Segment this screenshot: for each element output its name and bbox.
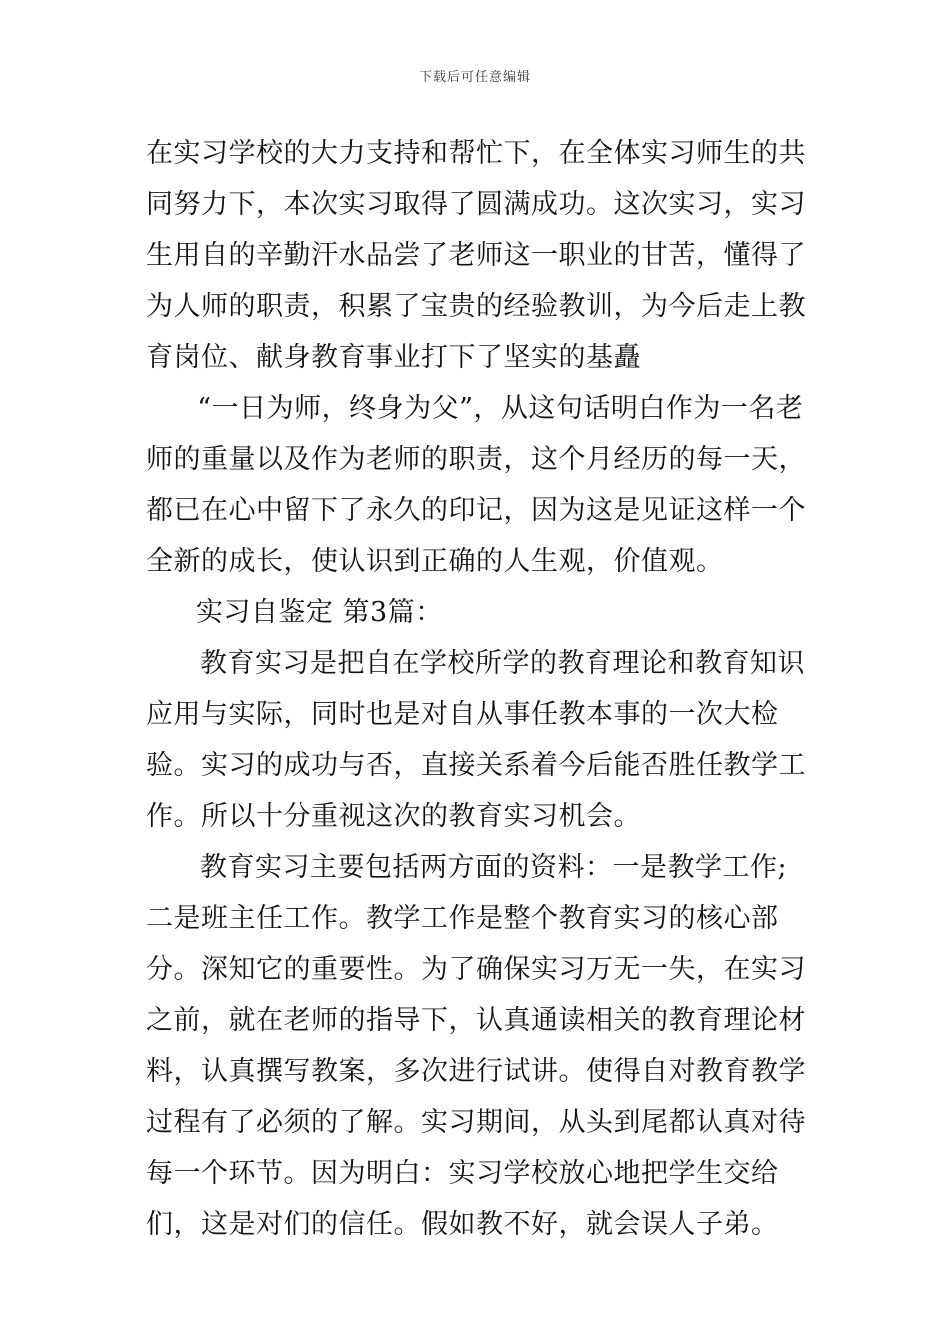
page-header-note: 下载后可任意编辑 (418, 70, 531, 85)
section-heading: 实习自鉴定 第3篇： (195, 597, 443, 628)
paragraph-quote: “一日为师，终身为父”，从这句话明白作为一名老师的重量以及作为老师的职责，这个月经历的每一天，都已在心中留下了永久的印记，因为这是见证这样一个全新的成长，使认识到正确的人生观，价值观。 (146, 393, 806, 577)
paragraph-intro: 教育实习是把自在学校所学的教育理论和教育知识应用与实际，同时也是对自从事任教本事的一次大检验。实习的成功与否，直接关系着今后能否胜任教学工作。所以十分重视这次的教育实习机会。 (146, 648, 806, 832)
paragraph-continued: 在实习学校的大力支持和帮忙下，在全体实习师生的共同努力下，本次实习取得了圆满成功。这次实习，实习生用自的辛勤汗水品尝了老师这一职业的甘苦，懂得了为人师的职责，积累了宝贵的经验教训，为今后走上教育岗位、献身教育事业打下了坚实的基矗 (146, 138, 806, 373)
document-body (146, 128, 811, 1250)
paragraph-content: 教育实习主要包括两方面的资料：一是教学工作;二是班主任工作。教学工作是整个教育实习的核心部分。深知它的重要性。为了确保实习万无一失，在实习之前，就在老师的指导下，认真通读相关的教育理论材料，认真撰写教案，多次进行试讲。使得自对教育教学过程有了必须的了解。实习期间，从头到尾都认真对待每一个环节。因为明白：实习学校放心地把学生交给们，这是对们的信任。假如教不好，就会误人子弟。 (146, 852, 806, 1240)
